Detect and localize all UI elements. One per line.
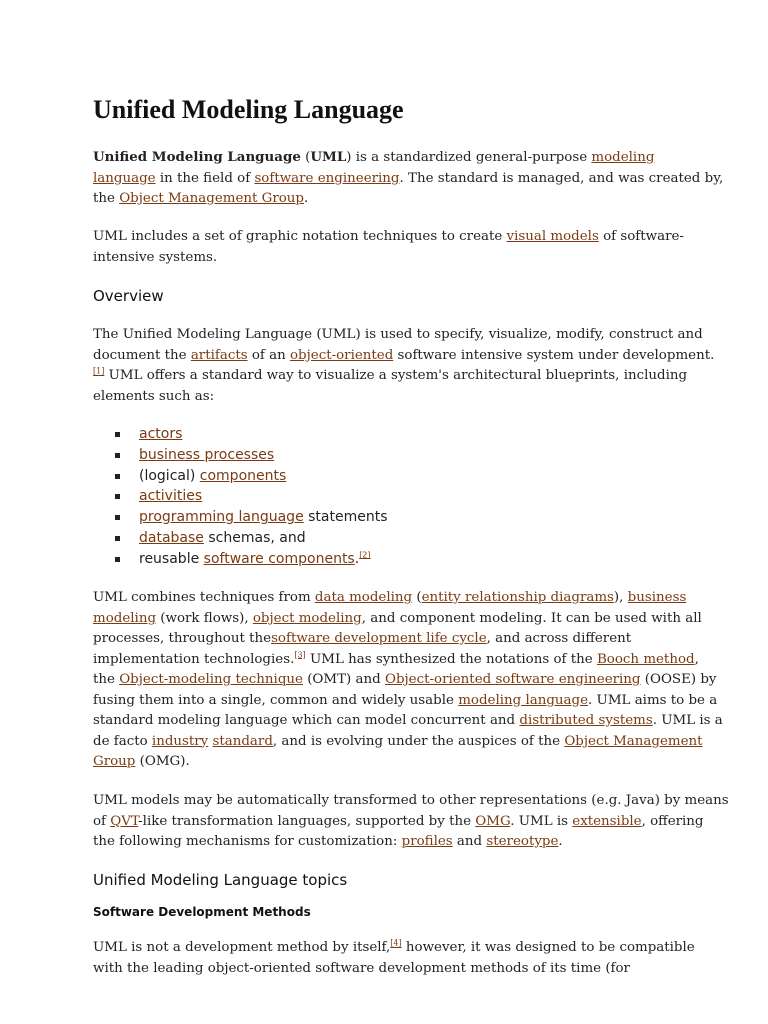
combines-paragraph xyxy=(93,588,723,773)
link-omg[interactable]: OMG xyxy=(475,813,511,829)
combines-line-8: de facto industry standard, and is evolving under the auspices of the Object Management xyxy=(93,733,703,749)
link-activities[interactable]: activities xyxy=(139,488,203,505)
term-uml-abbr: UML xyxy=(310,149,347,165)
link-modeling-language-cont[interactable]: language xyxy=(93,170,156,186)
link-distributed-systems[interactable]: distributed systems xyxy=(519,713,653,728)
link-modeling-language[interactable]: modeling xyxy=(591,150,655,165)
link-object-management-group[interactable]: Object Management Group xyxy=(119,191,304,206)
link-stereotype[interactable]: stereotype xyxy=(486,834,559,849)
intro-line-3: the Object Management Group. xyxy=(93,191,309,206)
combines-line-3: processes, throughout thesoftware development life cycle, and across different xyxy=(93,631,632,646)
link-database[interactable]: database xyxy=(139,529,204,546)
bullet-icon xyxy=(115,494,120,499)
elements-list xyxy=(115,424,388,570)
list-item xyxy=(115,445,388,466)
list-item xyxy=(115,486,388,507)
list-item: programming language statements xyxy=(115,507,388,528)
methods-line-1: UML is not a development method by itself,[4] however, it was designed to be compatible xyxy=(93,938,695,955)
combines-line-9: Group (OMG). xyxy=(93,754,190,769)
methods-paragraph xyxy=(93,938,695,979)
link-booch-method[interactable]: Booch method xyxy=(596,651,695,667)
link-object-modeling[interactable]: object modeling xyxy=(252,610,362,626)
link-business-processes[interactable]: business processes xyxy=(139,446,275,463)
link-components[interactable]: components xyxy=(199,467,287,484)
combines-line-1: UML combines techniques from data modeling (entity relationship diagrams), business xyxy=(93,590,687,605)
link-qvt[interactable]: QVT xyxy=(110,813,139,829)
link-artifacts[interactable]: artifacts xyxy=(190,347,248,363)
link-business-modeling-cont[interactable]: modeling xyxy=(93,610,157,626)
overview-paragraph xyxy=(93,325,714,407)
models-line-2: of QVT-like transformation languages, supported by the OMG. UML is extensible, offering xyxy=(93,813,704,829)
models-line-3: the following mechanisms for customization: profiles and stereotype. xyxy=(93,834,563,849)
term-uml-full: Unified Modeling Language xyxy=(93,149,301,165)
overview-line-4: elements such as: xyxy=(93,388,215,404)
link-entity-relationship-diagrams[interactable]: entity relationship diagrams xyxy=(421,590,614,605)
link-actors[interactable]: actors xyxy=(139,426,183,442)
bullet-icon xyxy=(115,474,120,479)
link-standard[interactable]: standard xyxy=(212,733,273,749)
link-object-oriented[interactable]: object-oriented xyxy=(289,347,394,363)
intro-paragraph xyxy=(93,147,723,210)
list-item xyxy=(115,424,388,445)
page-title: Unified Modeling Language xyxy=(93,95,404,124)
overview-line-3: [1] UML offers a standard way to visualize a system's architectural blueprints, including xyxy=(93,366,688,383)
topics-heading: Unified Modeling Language topics xyxy=(93,871,348,889)
combines-line-6: fusing them into a single, common and widely usable modeling language. UML aims to be a xyxy=(93,692,718,708)
overview-heading: Overview xyxy=(93,287,164,305)
link-software-engineering[interactable]: software engineering xyxy=(254,170,400,186)
methods-heading: Software Development Methods xyxy=(93,905,311,919)
combines-line-5: the Object-modeling technique (OMT) and Object-oriented software engineering (OOSE) by xyxy=(93,672,717,687)
link-visual-models[interactable]: visual models xyxy=(506,229,599,244)
link-data-modeling[interactable]: data modeling xyxy=(314,590,413,605)
notation-line-2: intensive systems. xyxy=(93,249,218,265)
combines-line-7: standard modeling language which can model concurrent and distributed systems. UML is a xyxy=(93,713,723,728)
link-software-development-life-cycle[interactable]: software development life cycle xyxy=(271,631,487,646)
bullet-icon xyxy=(115,557,120,562)
link-object-oriented-software-engineering[interactable]: Object-oriented software engineering xyxy=(384,672,641,687)
models-paragraph xyxy=(93,791,729,853)
link-profiles[interactable]: profiles xyxy=(401,834,453,849)
notation-paragraph xyxy=(93,227,684,268)
citation-2[interactable]: [2] xyxy=(359,550,371,560)
link-extensible[interactable]: extensible xyxy=(572,813,642,829)
bullet-icon xyxy=(115,453,120,458)
overview-line-1: The Unified Modeling Language (UML) is used to specify, visualize, modify, construct and xyxy=(93,327,703,342)
bullet-icon xyxy=(115,432,120,437)
list-item: (logical) components xyxy=(115,466,388,487)
link-object-management-group-2-cont[interactable]: Group xyxy=(93,754,136,769)
link-modeling-language-2[interactable]: modeling language xyxy=(458,692,589,708)
combines-line-4: implementation technologies.[3] UML has synthesized the notations of the Booch method, xyxy=(93,650,699,667)
citation-4[interactable]: [4] xyxy=(390,938,402,948)
intro-line-1: Unified Modeling Language (UML) is a standardized general-purpose modeling xyxy=(93,149,655,165)
models-line-1: UML models may be automatically transformed to other representations (e.g. Java) by means xyxy=(93,793,729,808)
notation-line-1: UML includes a set of graphic notation techniques to create visual models of software- xyxy=(93,229,684,244)
list-item: database schemas, and xyxy=(115,528,388,549)
link-industry[interactable]: industry xyxy=(151,733,209,749)
bullet-icon xyxy=(115,515,120,520)
link-programming-language[interactable]: programming language xyxy=(139,509,304,526)
link-object-management-group-2[interactable]: Object Management xyxy=(564,733,703,749)
citation-3[interactable]: [3] xyxy=(294,650,306,660)
bullet-icon xyxy=(115,536,120,541)
overview-line-2: document the artifacts of an object-oriented software intensive system under development. xyxy=(93,347,715,363)
methods-line-2: with the leading object-oriented software development methods of its time (for xyxy=(93,960,630,976)
combines-line-2: modeling (work flows), object modeling, and component modeling. It can be used with all xyxy=(93,610,702,626)
link-software-components[interactable]: software components xyxy=(203,550,355,567)
intro-line-2: language in the field of software engineering. The standard is managed, and was created by, xyxy=(93,170,724,186)
citation-1[interactable]: [1] xyxy=(93,366,105,376)
list-item: reusable software components.[2] xyxy=(115,549,388,570)
link-business-modeling[interactable]: business xyxy=(627,590,687,605)
link-object-modeling-technique[interactable]: Object-modeling technique xyxy=(119,672,303,687)
